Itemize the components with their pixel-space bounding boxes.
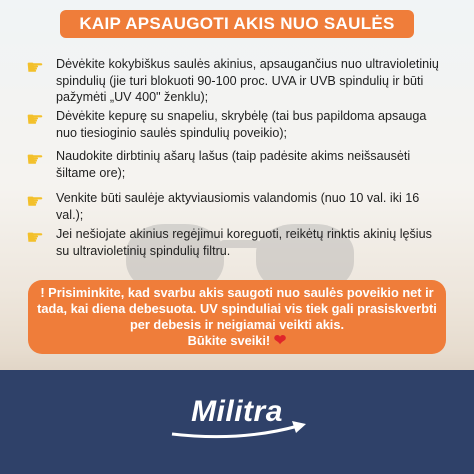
heart-icon: ❤: [273, 332, 287, 349]
brand-logo: Militra: [191, 395, 283, 428]
list-item: [26, 226, 446, 259]
list-item: [26, 56, 446, 106]
pointing-hand-icon: ☛: [26, 227, 44, 249]
closing-text: Būkite sveiki!: [187, 333, 271, 348]
reminder-callout: [28, 280, 446, 354]
reminder-text: ! Prisiminkite, kad svarbu akis saugoti nuo saulės poveikio net ir tada, kai diena debesuota. UV spinduliai vis tiek gali prasiskverbti per debesis ir neigiamai veikti akis.: [37, 285, 437, 332]
reminder-closing: [36, 333, 438, 349]
list-item-text: Dėvėkite kokybiškus saulės akinius, apsaugančius nuo ultravioletinių spindulių (jie turi blokuoti 90-100 proc. UVA ir UVB spindulių ir būti pažymėti „UV 400" ženklu);: [56, 57, 439, 104]
logo-swoosh-icon: [170, 418, 310, 440]
pointing-hand-icon: ☛: [26, 109, 44, 131]
list-item-text: Naudokite dirbtinių ašarų lašus (taip padėsite akims neišsausėti šiltame ore);: [56, 149, 411, 180]
list-item-text: Jei nešiojate akinius regėjimui koreguoti, reikėtų rinktis akinių lęšius su ultravioletinių spindulių filtru.: [56, 227, 432, 258]
pointing-hand-icon: ☛: [26, 57, 44, 79]
pointing-hand-icon: ☛: [26, 149, 44, 171]
page-title: KAIP APSAUGOTI AKIS NUO SAULĖS: [60, 10, 414, 38]
list-item: [26, 148, 446, 181]
pointing-hand-icon: ☛: [26, 191, 44, 213]
list-item: [26, 108, 446, 141]
list-item-text: Venkite būti saulėje aktyviausiomis valandomis (nuo 10 val. iki 16 val.);: [56, 191, 420, 222]
list-item-text: Dėvėkite kepurę su snapeliu, skrybėlę (tai bus papildoma apsauga nuo tiesioginio saulės spindulių poveikio);: [56, 109, 427, 140]
list-item: [26, 190, 446, 223]
